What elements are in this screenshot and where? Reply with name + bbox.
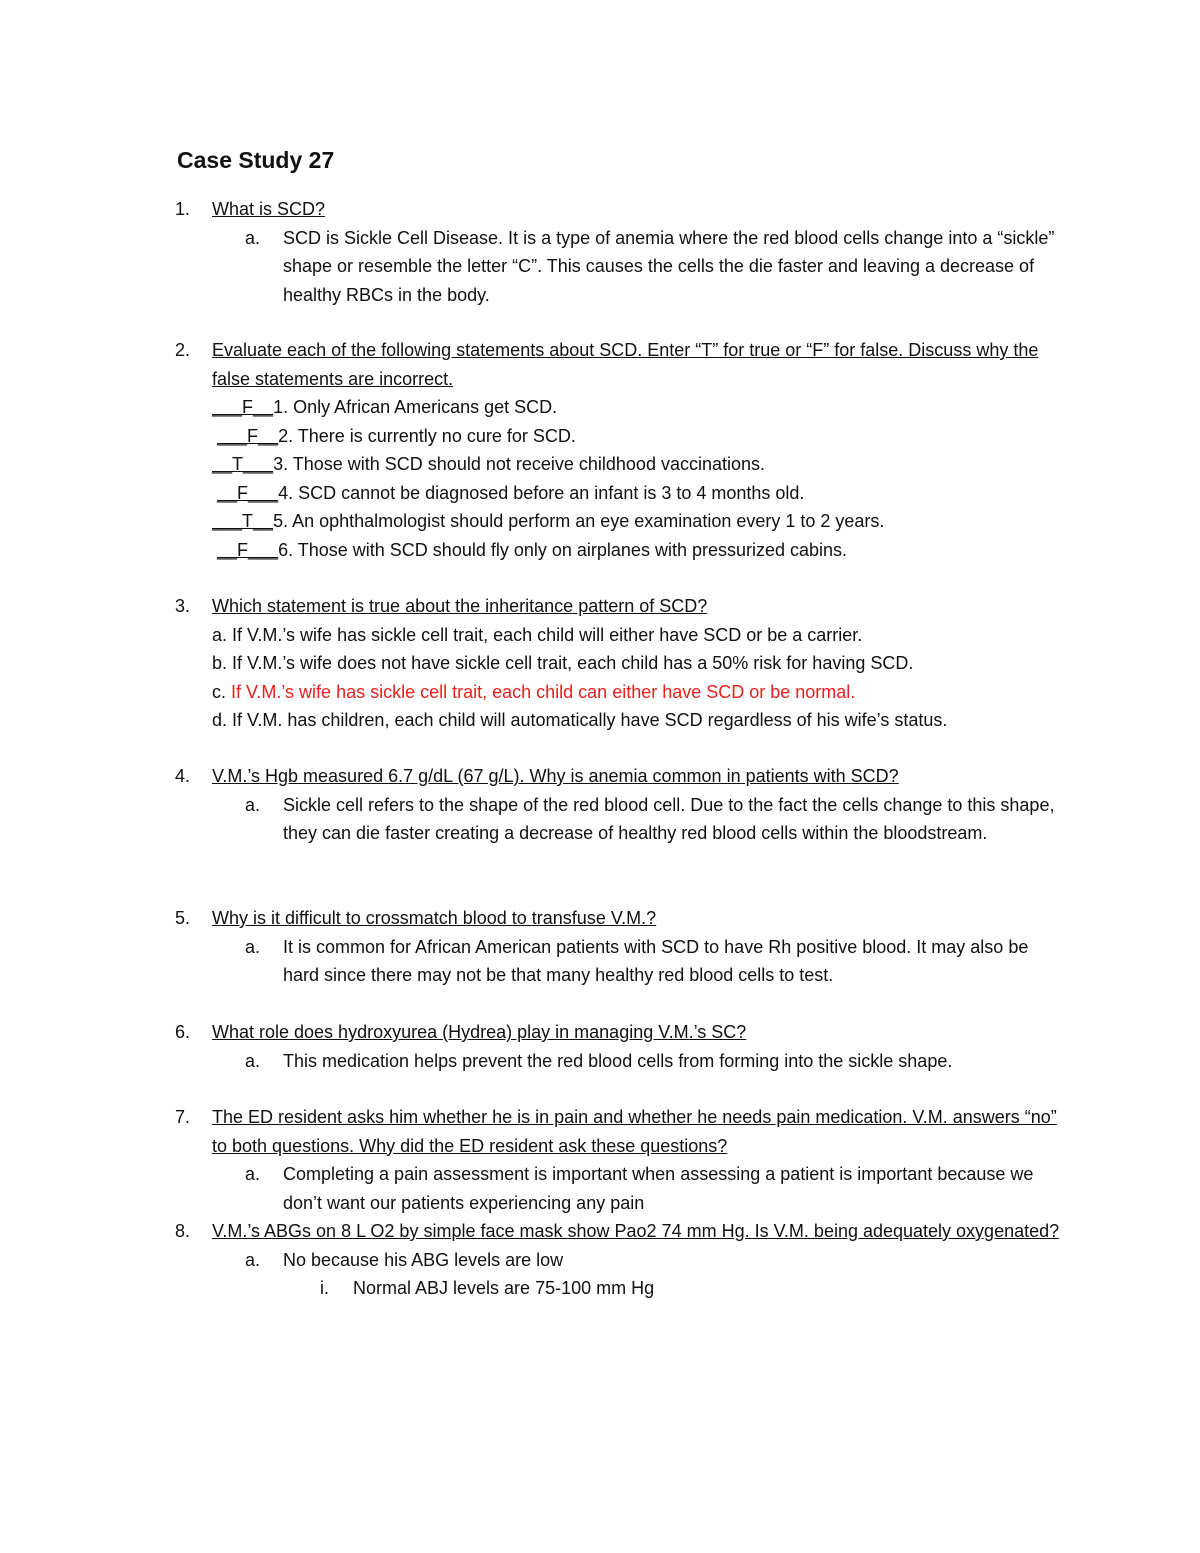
answer <box>0 1160 1200 1217</box>
question-text: Evaluate each of the following statements about SCD. Enter “T” for true or “F” for false. Discuss why the false statements are incorrect. <box>212 340 1039 389</box>
sub-answer-text: Normal ABJ levels are 75-100 mm Hg <box>353 1278 655 1298</box>
question-number: 8. <box>175 1221 191 1241</box>
statement <box>212 536 1200 565</box>
question-6 <box>0 1018 1200 1075</box>
question-5 <box>0 904 1200 990</box>
answer-label: a. <box>245 936 261 957</box>
statement-answer: __F___ <box>217 482 279 503</box>
answer <box>0 933 1200 990</box>
statement-text: 4. SCD cannot be diagnosed before an infant is 3 to 4 months old. <box>278 482 805 503</box>
answer-label: a. <box>245 1249 261 1270</box>
answer-label: a. <box>245 227 261 248</box>
question-text: Which statement is true about the inheritance pattern of SCD? <box>212 596 708 616</box>
statement-answer: ___F__ <box>217 425 279 446</box>
answer-text: SCD is Sickle Cell Disease. It is a type of anemia where the red blood cells change into a “sickle” shape or resemble the letter “C”. This causes the cells the die faster and leaving a decrease of healthy RBCs in the body. <box>283 227 1055 305</box>
answer <box>0 224 1200 310</box>
question-number: 1. <box>175 199 191 219</box>
statement <box>212 507 1200 536</box>
question-text: The ED resident asks him whether he is in pain and whether he needs pain medication. V.M. answers “no” to both questions. Why did the ED resident ask these questions? <box>212 1107 1057 1156</box>
question-number: 4. <box>175 766 191 786</box>
statement <box>212 422 1200 451</box>
statement <box>212 450 1200 479</box>
question-text: What is SCD? <box>212 199 326 219</box>
question-7 <box>0 1103 1200 1217</box>
question-2 <box>0 336 1200 564</box>
answer <box>0 791 1200 848</box>
sub-answer <box>0 1274 1200 1303</box>
answer-text: It is common for African American patients with SCD to have Rh positive blood. It may also be hard since there may not be that many healthy red blood cells to test. <box>283 936 1029 985</box>
option-c-highlighted: c. If V.M.’s wife has sickle cell trait, each child can either have SCD or be normal. <box>212 681 856 702</box>
question-3 <box>0 592 1200 735</box>
option-d: d. If V.M. has children, each child will automatically have SCD regardless of his wife’s status. <box>212 710 948 730</box>
answer-text: No because his ABG levels are low <box>283 1249 564 1270</box>
question-number: 7. <box>175 1107 191 1127</box>
answer-text: Sickle cell refers to the shape of the red blood cell. Due to the fact the cells change to this shape, they can die faster creating a decrease of healthy red blood cells within the bloodstream. <box>283 794 1055 843</box>
statement-answer: ___F__ <box>212 397 274 417</box>
question-number: 6. <box>175 1022 191 1042</box>
question-8 <box>0 1217 1200 1303</box>
statement-text: 5. An ophthalmologist should perform an eye examination every 1 to 2 years. <box>273 511 885 531</box>
question-text: Why is it difficult to crossmatch blood to transfuse V.M.? <box>212 908 657 928</box>
statement-text: 3. Those with SCD should not receive childhood vaccinations. <box>273 454 766 474</box>
question-text: V.M.’s Hgb measured 6.7 g/dL (67 g/L). Why is anemia common in patients with SCD? <box>212 766 899 786</box>
document-title: Case Study 27 <box>177 147 335 173</box>
statement-answer: ___T__ <box>212 511 274 531</box>
sub-answer-label: i. <box>320 1278 329 1298</box>
statement-text: 6. Those with SCD should fly only on airplanes with pressurized cabins. <box>278 539 848 560</box>
question-number: 3. <box>175 596 191 616</box>
statement <box>212 393 1200 422</box>
answer-text: This medication helps prevent the red blood cells from forming into the sickle shape. <box>283 1050 953 1071</box>
answer-label: a. <box>245 1050 261 1071</box>
question-text: V.M.’s ABGs on 8 L O2 by simple face mask show Pao2 74 mm Hg. Is V.M. being adequately oxygenated? <box>212 1221 1060 1241</box>
question-1 <box>0 195 1200 309</box>
question-number: 2. <box>175 340 191 360</box>
statement-answer: __F___ <box>217 539 279 560</box>
answer-label: a. <box>245 1164 261 1184</box>
question-number: 5. <box>175 908 191 928</box>
question-4 <box>0 762 1200 848</box>
answer-text: Completing a pain assessment is important when assessing a patient is important because we don’t want our patients experiencing any pain <box>283 1164 1034 1213</box>
answer <box>0 1246 1200 1275</box>
answer <box>0 1047 1200 1076</box>
statement-text: 2. There is currently no cure for SCD. <box>278 425 576 446</box>
option-b: b. If V.M.’s wife does not have sickle cell trait, each child has a 50% risk for having SCD. <box>212 653 914 673</box>
option-a: a. If V.M.’s wife has sickle cell trait, each child will either have SCD or be a carrier. <box>212 624 863 645</box>
answer-label: a. <box>245 794 261 815</box>
statement-text: 1. Only African Americans get SCD. <box>273 397 558 417</box>
question-text: What role does hydroxyurea (Hydrea) play in managing V.M.’s SC? <box>212 1022 747 1042</box>
statement <box>212 479 1200 508</box>
statement-answer: __T___ <box>212 454 274 474</box>
